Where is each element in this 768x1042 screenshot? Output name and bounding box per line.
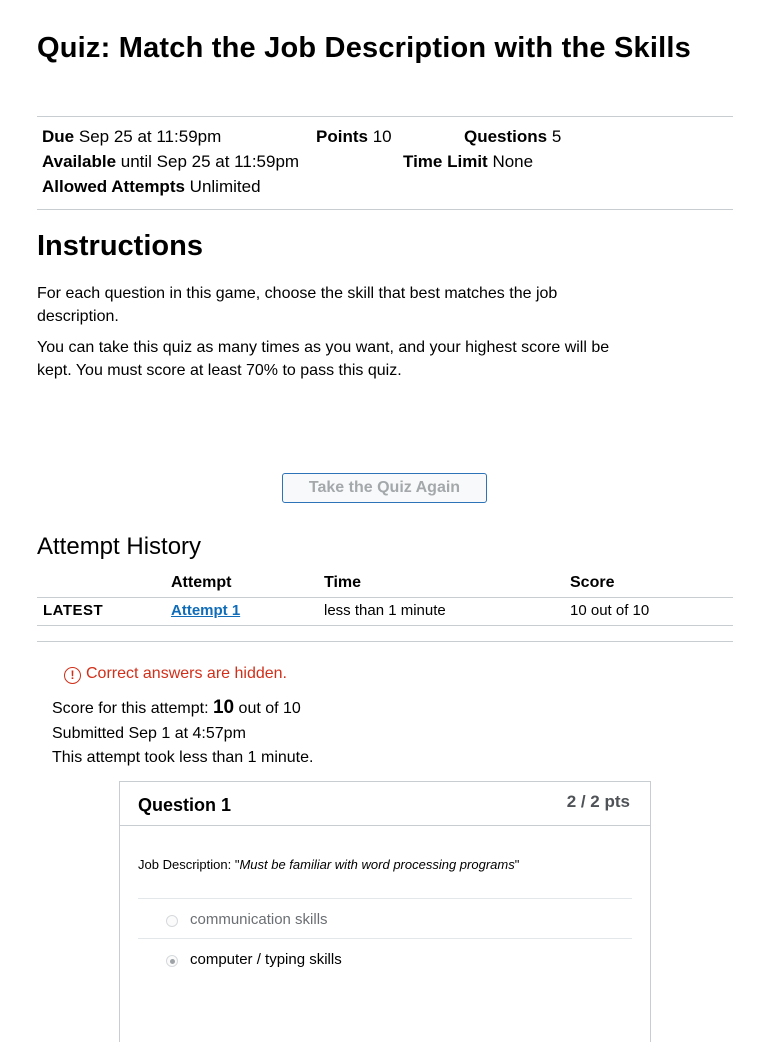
questions-label: Questions [464, 127, 548, 146]
notice-text: Correct answers are hidden. [86, 665, 287, 682]
question-text [138, 857, 519, 872]
instructions-paragraph-1 [37, 282, 727, 328]
due-info [42, 126, 221, 148]
question-title: Question 1 [138, 795, 232, 815]
question-suffix: " [514, 857, 520, 872]
score-value: 10 [212, 697, 235, 718]
points-info [316, 126, 392, 148]
score-suffix: out of 10 [234, 700, 301, 717]
instructions-text: description. [37, 308, 119, 325]
answer-divider [138, 898, 632, 899]
answer-radio-selected[interactable] [166, 955, 178, 967]
attempt-time: less than 1 minute [324, 602, 446, 619]
question-1-card [119, 781, 651, 1042]
instructions-text: kept. You must score at least 70% to pass this quiz. [37, 362, 402, 379]
attempt-history-heading: Attempt History [37, 533, 202, 560]
available-label: Available [42, 152, 117, 171]
duration-line: This attempt took less than 1 minute. [52, 749, 314, 766]
answer-option-selected: computer / typing skills [190, 951, 342, 968]
questions-info [464, 126, 561, 148]
instructions-paragraph-2 [37, 336, 727, 382]
answer-option: communication skills [190, 911, 328, 928]
question-prefix: Job Description: " [138, 857, 240, 872]
available-value: until Sep 25 at 11:59pm [120, 152, 300, 171]
table-divider [37, 597, 733, 598]
latest-badge: LATEST [43, 602, 104, 619]
divider [37, 209, 733, 210]
answer-divider [138, 938, 632, 939]
submitted-line: Submitted Sep 1 at 4:57pm [52, 725, 246, 742]
score-prefix: Score for this attempt: [52, 700, 213, 717]
page-title: Quiz: Match the Job Description with the Skills [37, 32, 691, 64]
due-value: Sep 25 at 11:59pm [78, 127, 222, 146]
attempt-score-line [52, 697, 301, 719]
attempt-1-link[interactable]: Attempt 1 [171, 602, 241, 619]
time-column-header: Time [324, 574, 362, 591]
questions-value: 5 [551, 127, 562, 146]
available-info [42, 151, 299, 173]
attempt-column-header: Attempt [171, 574, 232, 591]
attempts-value: Unlimited [189, 177, 261, 196]
take-quiz-again-button[interactable]: Take the Quiz Again [282, 473, 487, 503]
attempt-score: 10 out of 10 [570, 602, 650, 619]
table-divider [37, 625, 733, 626]
points-value: 10 [372, 127, 392, 146]
answers-hidden-notice [64, 665, 287, 684]
time-limit-value: None [492, 152, 534, 171]
points-label: Points [316, 127, 368, 146]
divider [37, 641, 733, 642]
time-limit-info [403, 151, 533, 173]
attempts-info [42, 176, 261, 198]
question-header [120, 782, 650, 826]
divider [37, 116, 733, 117]
score-column-header: Score [570, 574, 615, 591]
instructions-text: You can take this quiz as many times as you want, and your highest score will be [37, 339, 610, 356]
warning-icon: ! [64, 667, 81, 684]
answer-radio[interactable] [166, 915, 178, 927]
time-limit-label: Time Limit [403, 152, 488, 171]
job-description: Must be familiar with word processing programs [239, 857, 515, 872]
question-points: 2 / 2 pts [566, 792, 630, 811]
instructions-text: For each question in this game, choose the skill that best matches the job [37, 285, 558, 302]
due-label: Due [42, 127, 75, 146]
attempts-label: Allowed Attempts [42, 177, 185, 196]
instructions-heading: Instructions [37, 230, 203, 262]
